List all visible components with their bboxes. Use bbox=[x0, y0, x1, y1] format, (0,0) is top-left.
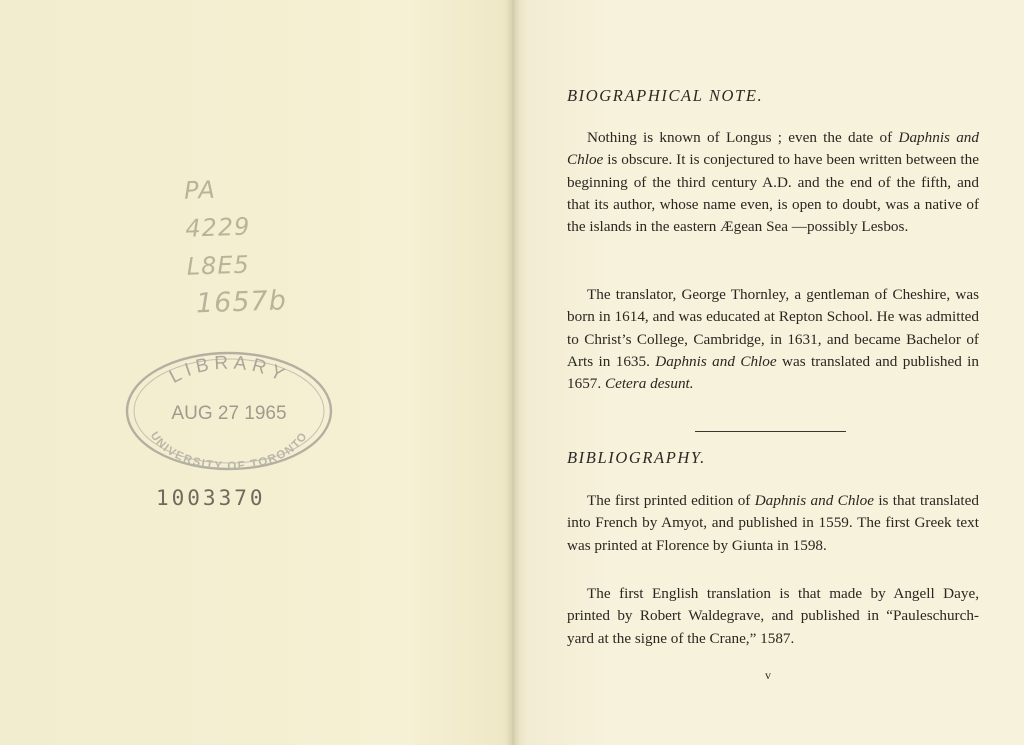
text-run: The first English translation is that made by Angell Daye, printed by Robert Waldegrave, and published in “Pauleschurch-yard at the signe of the Crane,” 1587. bbox=[567, 585, 979, 647]
text-run: The translator, George Thornley, a gentleman of Cheshire, was born in 1614, and was educated at Repton School. He was admitted to Christ’s College, Cambridge, in 1631, and became Bachelor of Arts in 1635. bbox=[567, 286, 979, 370]
book-title: Daphnis and Chloe bbox=[754, 492, 874, 509]
accession-number: 1003370 bbox=[156, 486, 266, 510]
text-run: was translated and published in 1657. bbox=[567, 352, 979, 393]
book-title: Daphnis and Chloe bbox=[567, 129, 979, 169]
bibliography-paragraph-2 bbox=[567, 583, 979, 650]
stamp-bottom-text: UNIVERSITY OF TORONTO bbox=[147, 429, 311, 473]
call-number-line: L8E5 bbox=[186, 250, 251, 281]
text-run: is that translated into French by Amyot, and published in 1559. The first Greek text was printed at Florence by Giunta in 1598. bbox=[567, 492, 979, 554]
call-number-line: 4229 bbox=[184, 212, 251, 243]
pencil-call-number bbox=[183, 168, 287, 323]
text-run: The first printed edition of bbox=[587, 492, 755, 509]
library-stamp-seal bbox=[124, 347, 334, 473]
cetera-desunt: Cetera desunt. bbox=[604, 375, 694, 393]
call-number-line: PA bbox=[183, 175, 217, 205]
stamp-top-text: LIBRARY bbox=[166, 352, 292, 388]
stamp-date: AUG 27 1965 bbox=[171, 403, 287, 424]
book-title: Daphnis and Chloe bbox=[655, 352, 777, 370]
biographical-paragraph-1 bbox=[567, 127, 979, 238]
biographical-note-heading: BIOGRAPHICAL NOTE. bbox=[567, 86, 764, 105]
bibliography-paragraph-1 bbox=[567, 490, 979, 557]
section-divider bbox=[695, 431, 846, 432]
call-number-line: 1657b bbox=[195, 285, 288, 320]
page-folio: v bbox=[765, 668, 771, 682]
text-run: Nothing is known of Longus ; even the date of bbox=[587, 129, 899, 146]
biographical-paragraph-2 bbox=[567, 284, 979, 395]
text-run: is obscure. It is conjectured to have been written between the beginning of the third century A.D. and the end of the fifth, and that its author, whose name even, is open to doubt, was a native of the islands in the eastern Ægean Sea —possibly Lesbos. bbox=[567, 151, 979, 236]
library-stamp bbox=[124, 347, 334, 473]
bibliography-heading: BIBLIOGRAPHY. bbox=[567, 448, 706, 467]
